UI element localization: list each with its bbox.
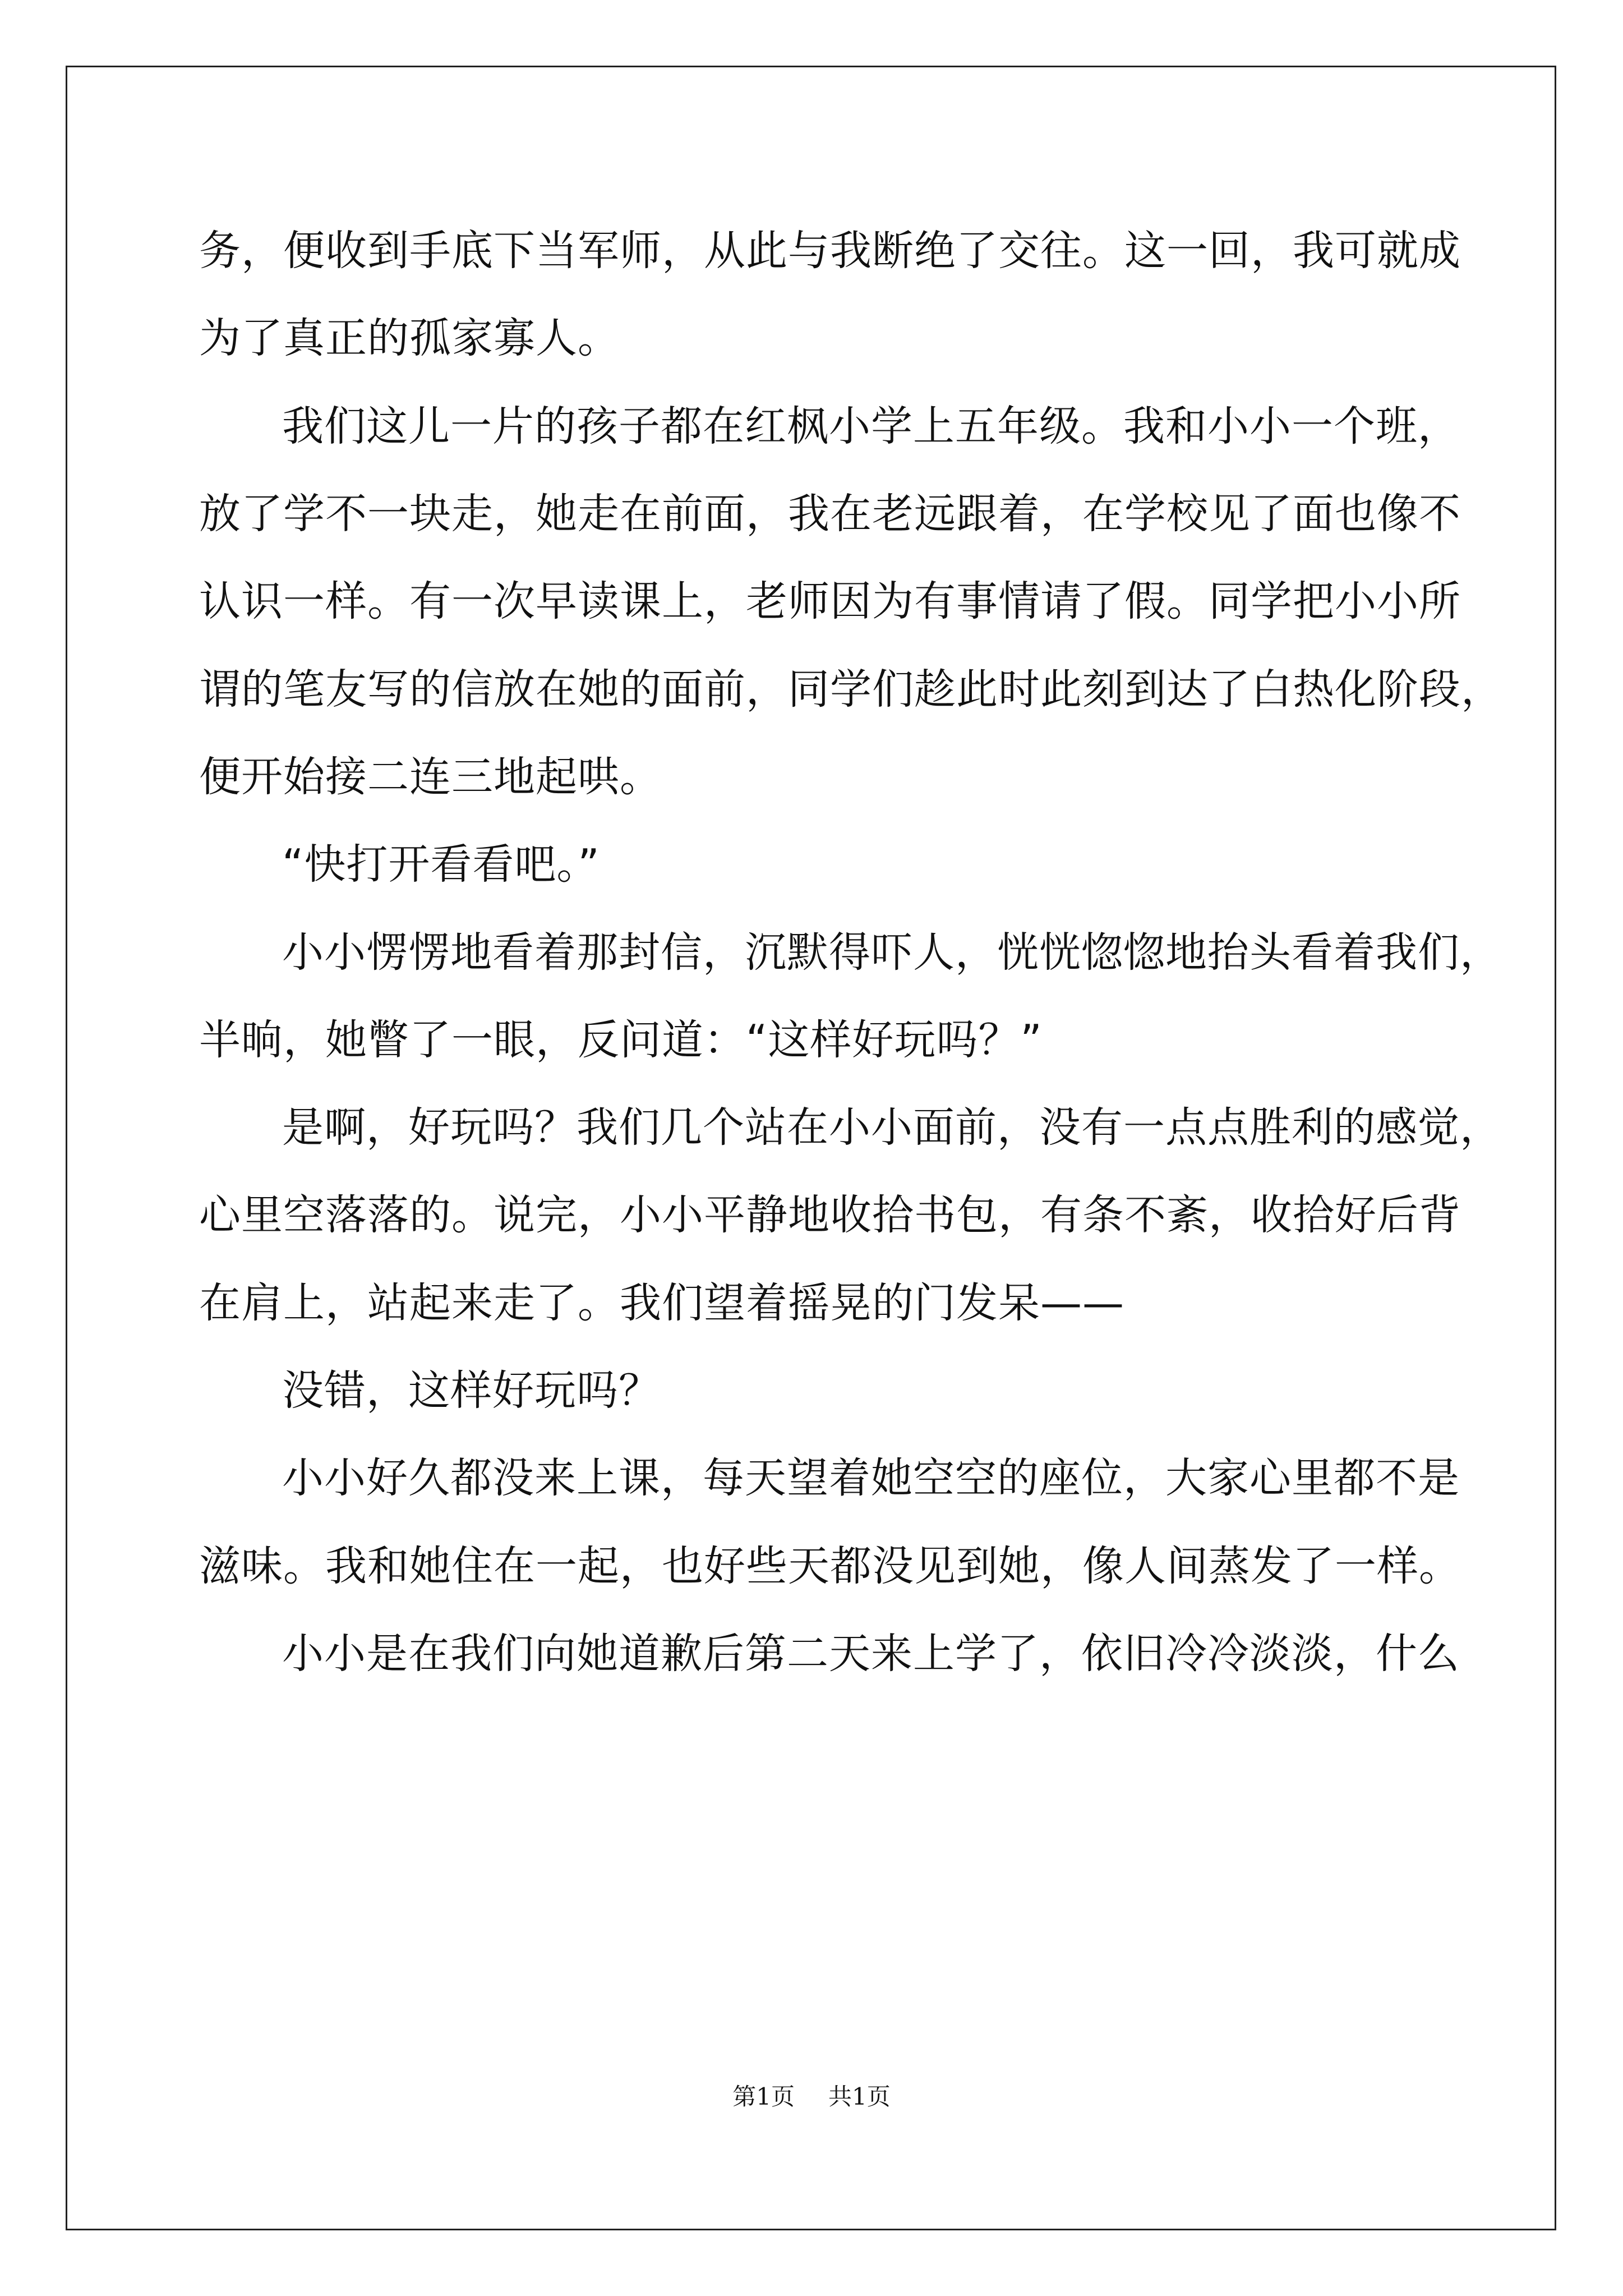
text-line: 小小愣愣地看着那封信，沉默得吓人，恍恍惚惚地抬头看着我们，	[282, 928, 1502, 977]
text-line: “快打开看看吧。”	[282, 840, 600, 889]
page-footer	[0, 2080, 1623, 2114]
text-line: 为了真正的孤家寡人。	[199, 314, 620, 362]
text-line: 便开始接二连三地起哄。	[199, 753, 662, 801]
page-total: 共1页	[828, 2083, 891, 2110]
text-line: 在肩上，站起来走了。我们望着摇晃的门发呆——	[199, 1279, 1124, 1327]
text-line: 滋味。我和她住在一起，也好些天都没见到她，像人间蒸发了一样。	[199, 1542, 1461, 1590]
text-line: 认识一样。有一次早读课上，老师因为有事情请了假。同学把小小所	[199, 577, 1461, 625]
text-line: 放了学不一块走，她走在前面，我在老远跟着，在学校见了面也像不	[199, 490, 1461, 538]
text-line: 小小是在我们向她道歉后第二天来上学了，依旧冷冷淡淡，什么	[282, 1630, 1460, 1678]
text-line: 半晌，她瞥了一眼，反问道：“这样好玩吗？”	[199, 1016, 1043, 1064]
page-number: 第1页	[732, 2083, 795, 2110]
text-line: 小小好久都没来上课，每天望着她空空的座位，大家心里都不是	[282, 1454, 1460, 1502]
text-line: 谓的笔友写的信放在她的面前，同学们趁此时此刻到达了白热化阶段，	[199, 665, 1503, 714]
text-line: 我们这儿一片的孩子都在红枫小学上五年级。我和小小一个班，	[282, 402, 1460, 450]
text-line: 是啊，好玩吗？我们几个站在小小面前，没有一点点胜利的感觉，	[282, 1103, 1502, 1152]
text-line: 没错，这样好玩吗？	[282, 1366, 661, 1415]
text-line: 心里空落落的。说完，小小平静地收拾书包，有条不紊，收拾好后背	[199, 1191, 1461, 1239]
text-line: 务，便收到手底下当军师，从此与我断绝了交往。这一回，我可就成	[199, 227, 1461, 275]
